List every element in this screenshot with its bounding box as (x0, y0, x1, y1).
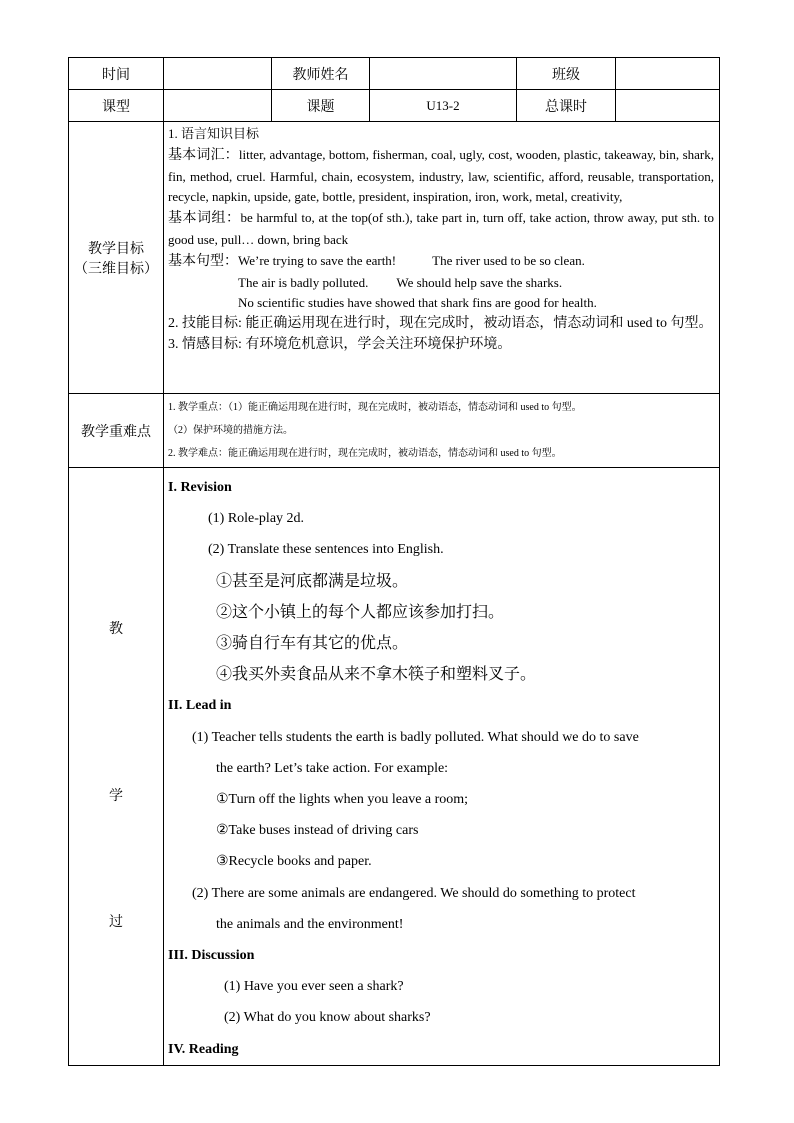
translate-item-2: ②这个小镇上的每个人都应该参加打扫。 (216, 603, 505, 621)
phrase-label: 基本词组： (168, 211, 241, 227)
time-value (164, 58, 272, 90)
key-points-content (164, 394, 720, 468)
skill-goal: 2. 技能目标: 能正确运用现在进行时，现在完成时，被动语态，情态动词和 used to 句型。 (168, 316, 713, 332)
knowledge-title: 1. 语言知识目标 (168, 126, 260, 141)
goals-content (164, 122, 720, 394)
key-point-2: （2）保护环境的措施方法。 (168, 425, 293, 436)
phrase-paragraph (168, 208, 714, 251)
discussion-question-1: (1) Have you ever seen a shark? (224, 979, 404, 995)
lead-in-heading: II. Lead in (168, 698, 232, 714)
example-2: ②Take buses instead of driving cars (216, 823, 419, 839)
header-row-2 (69, 90, 720, 122)
goals-label-line2: （三维目标） (74, 261, 158, 277)
process-row (69, 468, 720, 1066)
sentence-1a: We’re trying to save the earth! (238, 252, 397, 268)
reading-heading: IV. Reading (168, 1041, 239, 1057)
vocab-paragraph (168, 145, 714, 208)
sentence-3: No scientific studies have showed that shark fins are good for health. (238, 295, 597, 311)
key-points-row (69, 394, 720, 468)
vocab-text: litter, advantage, bottom, fisherman, coal, ugly, cost, wooden, plastic, takeaway, bin, shark, fin, method, cruel. Harmful, chain, ecosystem, industry, law, scientific, afford, reusable, transportation, recycle, napkin, upside, gate, bottle, president, inspiration, iron, work, metal, creativity, (168, 146, 714, 205)
translate-item-4: ④我买外卖食品从来不拿木筷子和塑料叉子。 (216, 666, 537, 684)
key-points-label: 教学重难点 (69, 394, 164, 468)
emotion-goal: 3. 情感目标: 有环境危机意识，学会关注环境保护环境。 (168, 336, 512, 352)
goals-label (69, 122, 164, 394)
discussion-heading: III. Discussion (168, 948, 255, 964)
lead-in-item-2: (2) There are some animals are endangered. We should do something to protect (192, 885, 636, 901)
total-lessons-value (616, 90, 720, 122)
class-value (616, 58, 720, 90)
teacher-value (370, 58, 517, 90)
revision-item-2: (2) Translate these sentences into English. (208, 542, 444, 558)
discussion-question-2: (2) What do you know about sharks? (224, 1010, 431, 1026)
type-label: 课型 (69, 90, 164, 122)
revision-heading: I. Revision (168, 480, 232, 495)
time-label: 时间 (69, 58, 164, 90)
sentence-2a: The air is badly polluted. (238, 274, 369, 290)
lead-in-item-1: (1) Teacher tells students the earth is badly polluted. What should we do to save (192, 729, 639, 745)
process-content (164, 468, 720, 1066)
example-1: ①Turn off the lights when you leave a room; (216, 792, 469, 808)
sentence-label: 基本句型： (168, 253, 238, 269)
topic-value: U13-2 (370, 90, 517, 122)
process-label-char-1: 教 (109, 622, 123, 637)
class-label: 班级 (517, 58, 616, 90)
translate-item-3: ③骑自行车有其它的优点。 (216, 635, 409, 653)
phrase-text: be harmful to, at the top(of sth.), take part in, turn off, take action, throw away, put sth. to good use, pull… down, bring back (168, 210, 715, 247)
topic-label: 课题 (272, 90, 370, 122)
type-value (164, 90, 272, 122)
lesson-plan-table (68, 57, 720, 1066)
revision-item-1: (1) Role-play 2d. (208, 511, 305, 527)
translate-item-1: ①甚至是河底都满是垃圾。 (216, 572, 409, 590)
vocab-label: 基本词汇： (168, 147, 239, 163)
process-label-char-3: 过 (109, 915, 123, 930)
sentence-1b: The river used to be so clean. (432, 252, 585, 268)
sentence-line-1 (168, 251, 714, 273)
teacher-label: 教师姓名 (272, 58, 370, 90)
goals-label-line1: 教学目标 (88, 241, 144, 257)
key-point-1: 1. 教学重点：（1）能正确运用现在进行时，现在完成时，被动语态，情态动词和 used to 句型。 (168, 402, 582, 413)
process-label (69, 468, 164, 1066)
difficult-point: 2. 教学难点：能正确运用现在进行时，现在完成时，被动语态，情态动词和 used to 句型。 (168, 448, 562, 459)
sentence-line-2 (168, 273, 714, 294)
example-3: ③Recycle books and paper. (216, 854, 372, 870)
lead-in-item-2-cont: the animals and the environment! (216, 916, 404, 932)
goals-row (69, 122, 720, 394)
total-lessons-label: 总课时 (517, 90, 616, 122)
lead-in-item-1-cont: the earth? Let’s take action. For example: (216, 760, 449, 776)
header-row-1 (69, 58, 720, 90)
sentence-2b: We should help save the sharks. (396, 274, 563, 290)
process-label-char-2: 学 (109, 789, 123, 804)
